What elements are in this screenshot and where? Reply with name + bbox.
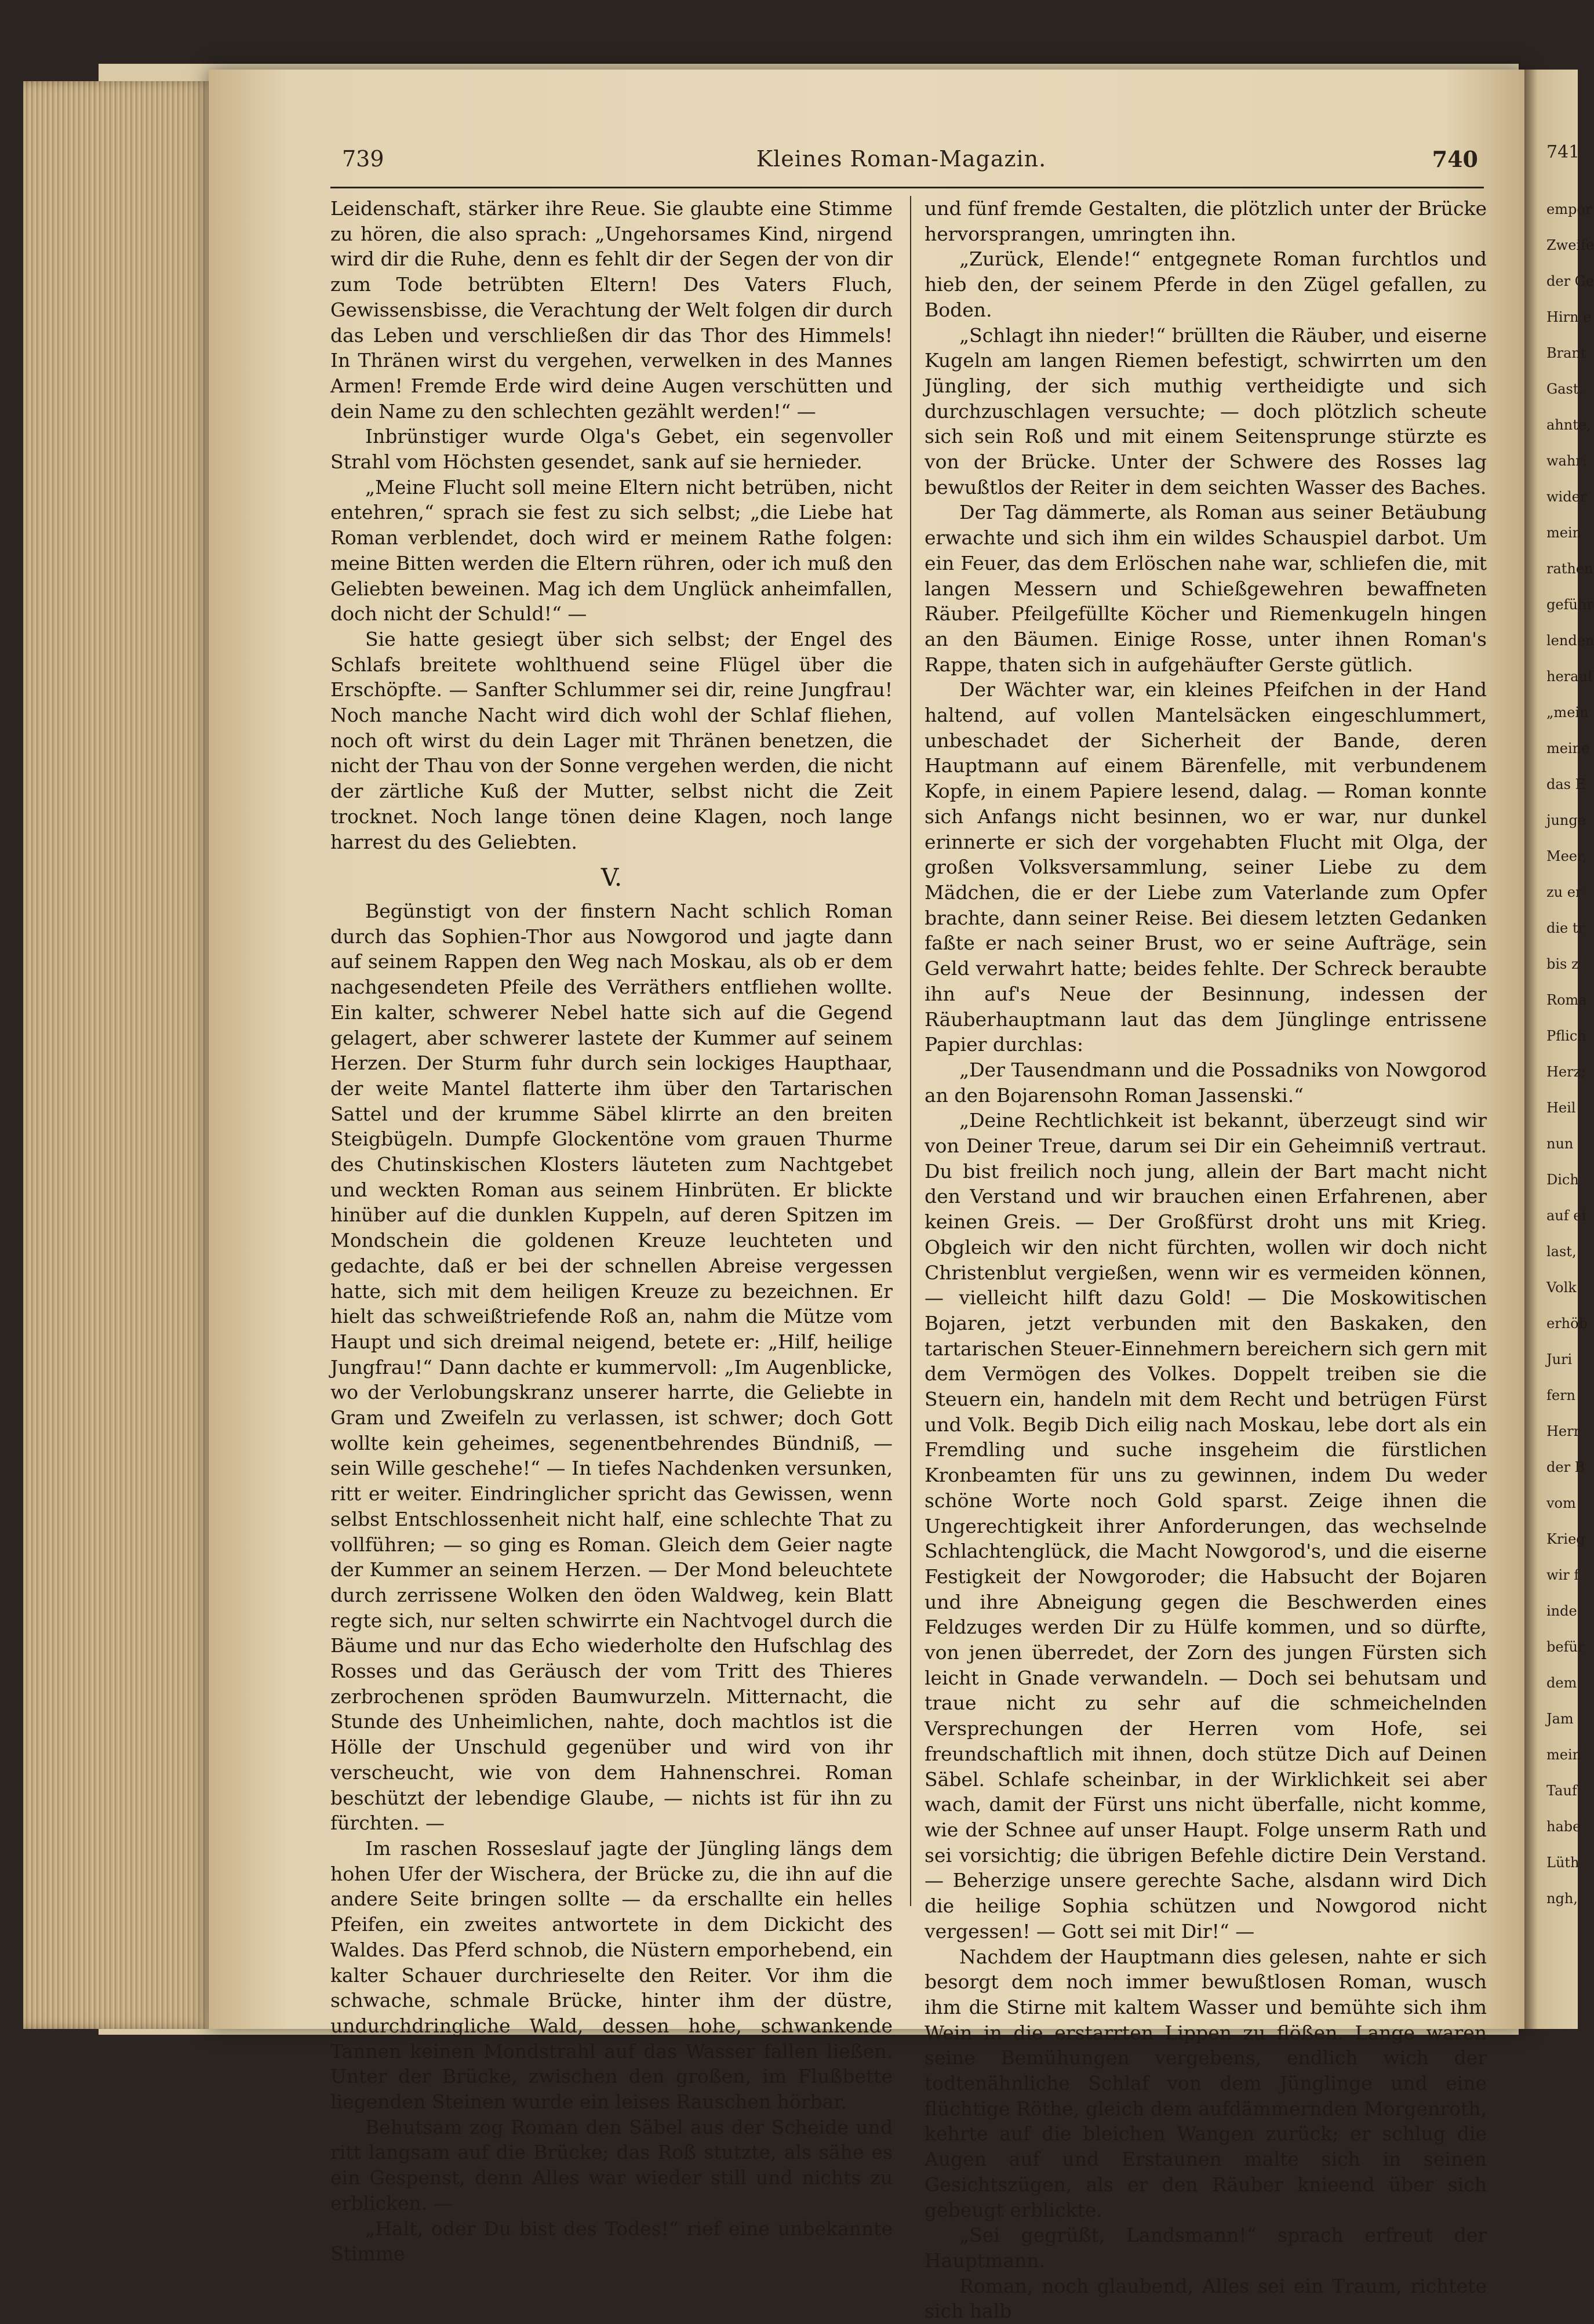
- paragraph: und fünf fremde Gestalten, die plötzlich unter der Brücke hervorsprangen, umringten ihn.: [925, 197, 1487, 245]
- next-page-fragment: mein: [1546, 1747, 1582, 1763]
- next-page-fragment: auf ei: [1546, 1208, 1586, 1224]
- next-page-fragment: Herz;: [1546, 1064, 1586, 1080]
- next-page-fragment: der Ge: [1546, 273, 1594, 289]
- next-page-fragment: empor: [1546, 201, 1592, 217]
- paragraph: „Der Tausendmann und die Possadniks von Nowgorod an den Bojarensohn Roman Jassenski.“: [925, 1058, 1487, 1107]
- next-page-number: 741: [1546, 142, 1580, 162]
- paragraph: Im raschen Rosseslauf jagte der Jüngling längs dem hohen Ufer der Wischera, der Brücke zu, die ihn auf die andere Seite bringen sollte — da erschallte ein helles Pfeifen, ein zweites antwortete in dem Dickicht des Waldes. Das Pferd schnob, die Nüstern emporhebend, ein kalter Schauer durchrieselte den Reiter. Vor ihm die schwache, schmale Brücke, hinter ihm der düstre, undurchdringliche Wald, dessen hohe, schwankende Tannen keinen Mondstrahl auf das Wasser fallen ließen. Unter der Brücke, zwischen den großen, im Flußbette liegenden Steinen wurde ein leises Rauschen hörbar.: [330, 1837, 893, 2114]
- paragraph: Begünstigt von der finstern Nacht schlich Roman durch das Sophien-Thor aus Nowgorod und jagte dann auf seinem Rappen den Weg nach Moskau, als ob er dem nachgesendeten Pfeile des Verräthers entfliehen wollte. Ein kalter, schwerer Nebel hatte sich auf die Gegend gelagert, aber schwerer lastete der Kummer auf seinem Herzen. Der Sturm fuhr durch sein lockiges Haupthaar, der weite Mantel flatterte ihm über den Tartarischen Sattel und der krumme Säbel klirrte an den breiten Steigbügeln. Dumpfe Glockentöne vom grauen Thurme des Chutinskischen Klosters läuteten zum Nachtgebet und weckten Roman aus seinem Hinbrüten. Er blickte hinüber auf die dunklen Kuppeln, auf deren Spitzen im Mondschein die goldenen Kreuze leuchteten und gedachte, daß er bei der schnellen Abreise vergessen hatte, sich mit dem heiligen Kreuze zu bezeichnen. Er hielt das schweißtriefende Roß an, nahm die Mütze vom Haupt und sich dreimal neigend, betete er: „Hilf, heilige Jungfrau!“ Dann dachte er kummervoll: „Im Augenblicke, wo der Verlobungskranz unserer harrte, die Geliebte in Gram und Zweifeln zu verlassen, ist schwer; doch Gott wollte kein geheimes, segenentbehrendes Bündniß, — sein Wille geschehe!“ — In tiefes Nachdenken versunken, ritt er weiter. Eindringlicher spricht das Gewissen, wenn selbst Entschlossenheit nicht half, eine schlechte That zu vollführen; — so ging es Roman. Gleich dem Geier nagte der Kummer an seinem Herzen. — Der Mond beleuchtete durch zerrissene Wolken den öden Waldweg, kein Blatt regte sich, nur selten schwirrte ein Nachtvogel durch die Bäume und nur das Echo wiederholte den Hufschlag des Rosses und das Geräusch der vom Tritt des Thieres zerbrochenen spröden Baumwurzeln. Mitternacht, die Stunde des Unheimlichen, nahte, doch machtlos ist die Hölle der Unschuld gegenüber und wird von ihr verscheucht, wie von dem Hahnenschrei. Roman beschützt der lebendige Glaube, — nichts ist für ihn zu fürchten. —: [330, 899, 893, 1835]
- paragraph: Behutsam zog Roman den Säbel aus der Scheide und ritt langsam auf die Brücke; das Roß stutzte, als sähe es ein Gespenst, denn Alles war wieder still und nichts zu erblicken. —: [330, 2115, 893, 2214]
- page-edges: [23, 81, 220, 2029]
- next-page-fragment: Gast.: [1546, 381, 1584, 397]
- page-header: [325, 146, 1478, 181]
- next-page-fragment: ngh,: [1546, 1890, 1578, 1907]
- next-page-fragment: wahr:: [1546, 453, 1587, 469]
- next-page-fragment: nun: [1546, 1136, 1574, 1152]
- next-page-fragment: Jam: [1546, 1711, 1574, 1727]
- page-number-left: 739: [342, 146, 384, 172]
- right-column: [925, 196, 1487, 2324]
- next-page-fragment: Krieg: [1546, 1531, 1585, 1547]
- next-page-fragment: Heil: [1546, 1100, 1576, 1116]
- next-page-fragment: fern: [1546, 1387, 1576, 1403]
- paragraph: Nachdem der Hauptmann dies gelesen, nahte er sich besorgt dem noch immer bewußtlosen Roman, wusch ihm die Stirne mit kaltem Wasser und bemühte sich ihm Wein in die erstarrten Lippen zu flößen. Lange waren seine Bemühungen vergebens, endlich wich der todtenähnliche Schlaf von dem Jünglinge und eine flüchtige Röthe, gleich dem aufdämmernden Morgenroth, kehrte auf die bleichen Wangen zurück; er schlug die Augen auf und Erstaunen malte sich in seinen Gesichtszügen, als er den Räuber knieend über sich gebeugt erblickte.: [925, 1945, 1487, 2221]
- next-page-fragment: Lüth: [1546, 1854, 1580, 1871]
- next-page-fragment: wider: [1546, 489, 1587, 505]
- next-page-fragment: mein: [1546, 525, 1582, 541]
- next-page-fragment: zu er: [1546, 884, 1582, 900]
- paragraph: „Halt, oder Du bist des Todes!“ rief eine unbekannte Stimme: [330, 2217, 893, 2265]
- next-page-fragment: vom: [1546, 1495, 1576, 1511]
- next-page-fragment: Brant: [1546, 345, 1586, 361]
- next-page-fragment: meine: [1546, 740, 1590, 757]
- paragraph: „Deine Rechtlichkeit ist bekannt, überzeugt sind wir von Deiner Treue, darum sei Dir ein Geheimniß vertraut. Du bist freilich noch jung, allein der Bart macht nicht den Verstand und wir brauchen einen Erfahrenen, aber keinen Greis. — Der Großfürst droht uns mit Krieg. Obgleich wir den nicht fürchten, wollen wir doch nicht Christenblut vergießen, wenn wir es vermeiden können, — vielleicht hilft dazu Gold! — Die Moskowitischen Bojaren, jetzt verbunden mit den Baskaken, den tartarischen Steuer-Einnehmern bereichern sich gern mit dem Vermögen des Volkes. Doppelt treiben sie die Steuern ein, handeln mit dem Recht und betrügen Fürst und Volk. Begib Dich eilig nach Moskau, lebe dort als ein Fremdling und suche insgeheim die fürstlichen Kronbeamten für uns zu gewinnen, indem Du weder schöne Worte noch Gold sparst. Zeige ihnen die Ungerechtigkeit ihrer Anforderungen, das wechselnde Schlachtenglück, die Macht Nowgorod's, und die eiserne Festigkeit der Nowgoroder; die Habsucht der Bojaren und ihre Abneigung gegen die Beschwerden eines Feldzuges werden Dir zu Hülfe kommen, und so dürfte, von jenen überredet, der Zorn des jungen Fürsten sich leicht in Gnade verwandeln. — Doch sei behutsam und traue nicht zu sehr auf die schmeichelnden Versprechungen der Herren vom Hofe, sei freundschaftlich mit ihnen, doch stütze Dich auf Deinen Säbel. Schlafe scheinbar, in der Wirklichkeit sei aber wach, damit der Fürst uns nicht überfalle, nicht komme, wie der Schnee auf unser Haupt. Folge unserm Rath und sei vorsichtig; die übrigen Befehle dictire Dein Verstand. — Beherzige unsere gerechte Sache, alsdann wird Dich die heilige Sophia schützen und Nowgorod nicht vergessen! — Gott sei mit Dir!“ —: [925, 1109, 1487, 1943]
- paragraph: Leidenschaft, stärker ihre Reue. Sie glaubte eine Stimme zu hören, die also sprach: „Ungehorsames Kind, nirgend wird dir die Ruhe, denn es fehlt dir der Segen der von dir zum Tode betrübten Eltern! Des Vaters Fluch, Gewissensbisse, die Verachtung der Welt folgen dir durch das Leben und verschließen dir das Thor des Himmels! In Thränen wirst du vergehen, verwelken in des Mannes Armen! Fremde Erde wird deine Augen verschütten und dein Name zu den schlechten gezählt werden!“ —: [330, 197, 893, 423]
- page-number-right: 740: [1432, 146, 1478, 172]
- next-page-fragment: habe: [1546, 1819, 1581, 1835]
- next-page-fragment: Roma: [1546, 992, 1587, 1008]
- paragraph: „Zurück, Elende!“ entgegnete Roman furchtlos und hieb den, der seinem Pferde in den Zügel gefallen, zu Boden.: [925, 248, 1487, 321]
- paragraph: Inbrünstiger wurde Olga's Gebet, ein segenvoller Strahl vom Höchsten gesendet, sank auf sie hernieder.: [330, 425, 893, 474]
- header-rule: [330, 187, 1484, 188]
- paragraph: Der Wächter war, ein kleines Pfeifchen in der Hand haltend, auf vollen Mantelsäcken eingeschlummert, unbeschadet der Sicherheit der Bande, deren Hauptmann auf einem Bärenfelle, mit verbundenem Kopfe, in einem Papiere lesend, dalag. — Roman konnte sich Anfangs nicht besinnen, wo er war, nur dunkel erinnerte er sich der vorgehabten Flucht mit Olga, der großen Volksversammlung, seiner Liebe zu dem Mädchen, die er der Liebe zum Vaterlande zum Opfer brachte, dann seiner Reise. Bei diesem letzten Gedanken faßte er nach seiner Brust, wo er seine Aufträge, sein Geld verwahrt hatte; beides fehlte. Der Schreck beraubte ihn auf's Neue der Besinnung, indessen der Räuberhauptmann laut das dem Jünglinge entrissene Papier durchlas:: [925, 678, 1487, 1056]
- paragraph: „Schlagt ihn nieder!“ brüllten die Räuber, und eiserne Kugeln am langen Riemen befestigt, schwirrten um den Jüngling, der sich muthig vertheidigte und sich durchzuschlagen versuchte; — doch plötzlich scheute sich sein Roß und mit einem Seitensprunge stürzte es von der Brücke. Unter der Schwere des Rosses lag bewußtlos der Reiter in dem seichten Wasser des Baches.: [925, 323, 1487, 499]
- column-rule: [910, 196, 911, 1906]
- next-page-fragment: lenden: [1546, 632, 1594, 649]
- paragraph: „Sei gegrüßt, Landsmann!“ sprach erfreut der Hauptmann.: [925, 2224, 1487, 2272]
- next-page-fragment: Tauf: [1546, 1783, 1577, 1799]
- paragraph: „Meine Flucht soll meine Eltern nicht betrüben, nicht entehren,“ sprach sie fest zu sich selbst; „die Liebe hat Roman verblendet, doch wird er meinem Rathe folgen: meine Bitten werden die Eltern rühren, oder ich muß den Geliebten beweinen. Mag ich dem Unglück anheimfallen, doch nicht der Schuld!“ —: [330, 475, 893, 625]
- next-page-fragment: „mein: [1546, 704, 1589, 721]
- next-page-fragment: befür: [1546, 1639, 1585, 1655]
- next-page-fragment: geführ: [1546, 597, 1593, 613]
- next-page-fragment: Juri: [1546, 1351, 1573, 1368]
- next-page-fragment: wir f: [1546, 1567, 1580, 1583]
- next-page-fragment: ahnte,: [1546, 417, 1591, 433]
- next-page-fragment: inde: [1546, 1603, 1577, 1619]
- next-page-fragment: Volk: [1546, 1279, 1577, 1296]
- paragraph: Roman, noch glaubend, Alles sei ein Traum, richtete sich halb: [925, 2274, 1487, 2323]
- next-page-fragment: junge: [1546, 812, 1586, 828]
- paragraph: Der Tag dämmerte, als Roman aus seiner Betäubung erwachte und sich ihm ein wildes Schauspiel darbot. Um ein Feuer, das dem Erlöschen nahe war, schliefen die, mit langen Messern und Schießgewehren bewaffneten Räuber. Pfeilgefüllte Köcher und Riemenkugeln hingen an den Bäumen. Einige Rosse, unter ihnen Roman's Rappe, thaten sich in aufgehäufter Gerste gütlich.: [925, 501, 1487, 676]
- next-page-fragment: Zweife: [1546, 237, 1594, 253]
- next-page-fragment: bis z: [1546, 956, 1579, 972]
- left-column: [330, 196, 893, 2267]
- next-page-fragment: das E: [1546, 776, 1586, 792]
- next-page-fragment: die tr: [1546, 920, 1585, 936]
- paragraph: Sie hatte gesiegt über sich selbst; der Engel des Schlafs breitete wohlthuend seine Flügel über die Erschöpfte. — Sanfter Schlummer sei dir, reine Jungfrau! Noch manche Nacht wird dich wohl der Schlaf fliehen, noch oft wirst du dein Lager mit Thränen benetzen, die nicht der Thau von der Sonne vergehen werden, die nicht der zärtliche Kuß der Mutter, selbst nicht die Zeit trocknet. Noch lange tönen deine Klagen, noch lange harrest du des Geliebten.: [330, 627, 893, 853]
- next-page-fragment: dem: [1546, 1675, 1577, 1691]
- next-page-fragment: Herr: [1546, 1423, 1581, 1439]
- next-page-fragment: Pflich: [1546, 1028, 1586, 1044]
- next-page-fragment: Dich: [1546, 1172, 1579, 1188]
- next-page-fragment: Meer,: [1546, 848, 1587, 864]
- next-page-fragment: erhöb: [1546, 1315, 1588, 1332]
- next-page-fragment: der B: [1546, 1459, 1585, 1475]
- section-heading: V.: [601, 863, 623, 892]
- next-page-fragment: rathen: [1546, 561, 1593, 577]
- next-page-fragment: herauf: [1546, 668, 1593, 685]
- next-page-fragment: Hirn e: [1546, 309, 1592, 325]
- next-page-fragment: last,: [1546, 1243, 1577, 1260]
- running-title: Kleines Roman-Magazin.: [756, 146, 1047, 172]
